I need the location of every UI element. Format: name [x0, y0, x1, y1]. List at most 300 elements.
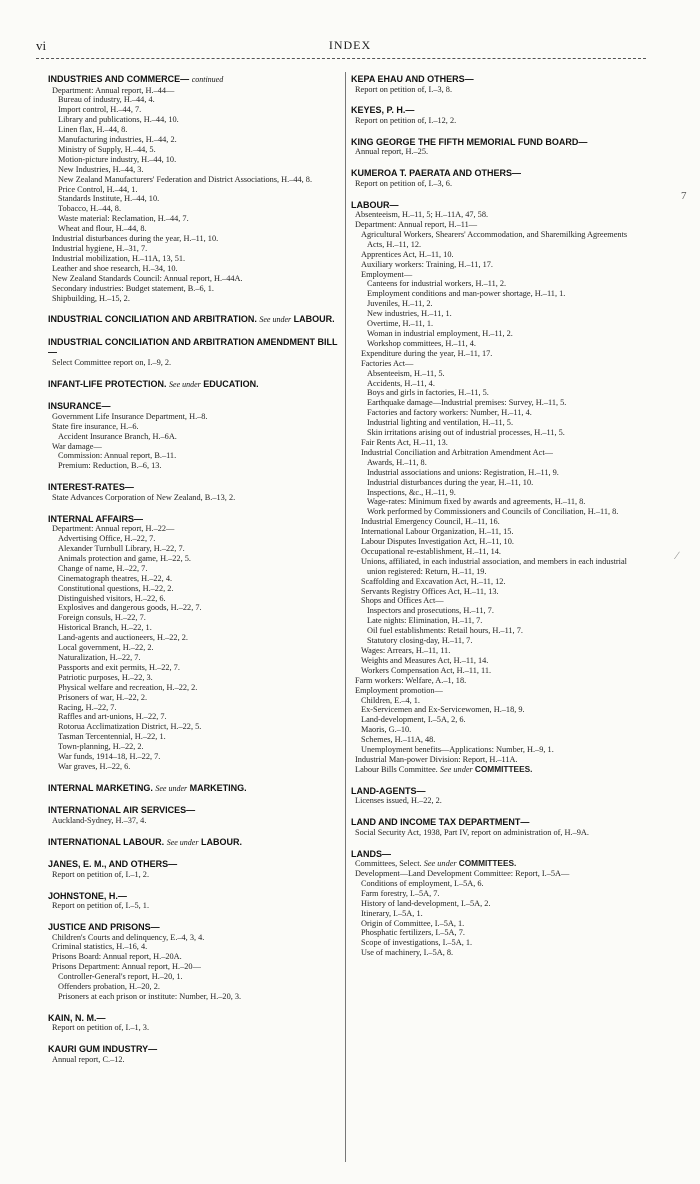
index-entry: [351, 147, 642, 157]
entry-text: Change of name, H.–22, 7.: [58, 563, 148, 573]
see-reference: See under: [259, 315, 292, 325]
index-section: [48, 805, 343, 825]
index-section: [48, 401, 343, 471]
index-heading: [351, 817, 642, 828]
entry-text: Alexander Turnbull Library, H.–22, 7.: [58, 544, 185, 553]
entry-text: Accidents, H.–11, 4.: [367, 378, 435, 388]
entry-text: Price Control, H.–44, 1.: [58, 184, 138, 194]
index-entry: [48, 972, 343, 982]
entry-text: Explosives and dangerous goods, H.–22, 7.: [58, 603, 202, 613]
entry-text: Factories and factory workers: Number, H.–11, 4.: [367, 408, 532, 418]
running-head: INDEX: [328, 38, 372, 52]
entry-text: Industrial lighting and ventilation, H.–11, 5.: [367, 418, 514, 428]
index-heading: [48, 379, 343, 391]
entry-text: Animals protection and game, H.–22, 5.: [58, 553, 191, 563]
index-section: [351, 137, 642, 157]
entry-text: Unemployment benefits—Applications: Number, H.–9, 1.: [361, 745, 554, 755]
index-entry: [48, 264, 343, 274]
heading-text: KAURI GUM INDUSTRY—: [48, 1044, 158, 1055]
entry-text: State fire insurance, H.–6.: [52, 421, 139, 431]
entry-text: Skin irritations arising out of industrial processes, H.–11, 5.: [367, 428, 565, 438]
index-section: [351, 74, 642, 94]
index-entry: [48, 451, 343, 461]
entry-text: Rotorua Acclimatization District, H.–22, 5.: [58, 722, 202, 732]
entry-text: Historical Branch, H.–22, 1.: [58, 623, 152, 633]
entry-text: Report on petition of, I.–12, 2.: [355, 115, 457, 125]
index-entry: [48, 663, 343, 673]
index-heading: [48, 1013, 343, 1024]
index-entry: [48, 95, 343, 105]
index-entry: [351, 279, 642, 289]
index-heading: [351, 786, 642, 797]
index-entry: [351, 468, 642, 478]
index-entry: [351, 349, 642, 359]
left-index-column: [48, 74, 343, 1065]
entry-text: Auckland-Sydney, H.–37, 4.: [52, 815, 147, 825]
index-heading: [48, 482, 343, 493]
entry-text: Commission: Annual report, B.–11.: [58, 451, 177, 461]
index-entry: [48, 254, 343, 264]
index-entry: [48, 204, 343, 214]
index-entry: [351, 458, 642, 468]
index-heading: [48, 1044, 343, 1055]
index-entry: [48, 534, 343, 544]
index-entry: [351, 85, 642, 95]
index-heading: [48, 922, 343, 933]
entry-text: Patriotic purposes, H.–22, 3.: [58, 672, 153, 682]
index-entry: [351, 919, 642, 929]
entry-text: Department: Annual report, H.–44—: [52, 85, 175, 95]
index-entry: [351, 636, 642, 646]
heading-text: INTERNATIONAL LABOUR.: [48, 836, 165, 847]
entry-text: Schemes, H.–11A, 48.: [361, 735, 436, 745]
entry-text: Inspections, &c., H.–11, 9.: [367, 487, 456, 497]
index-entry: [351, 765, 642, 775]
entry-text: Employment—: [361, 269, 413, 279]
index-entry: [48, 1023, 343, 1033]
index-entry: [351, 116, 642, 126]
index-entry: [351, 928, 642, 938]
index-entry: [351, 735, 642, 745]
cross-reference-target: COMMITTEES.: [474, 763, 533, 774]
heading-text: KUMEROA T. PAERATA AND OTHERS—: [351, 168, 521, 179]
entry-text: Development—Land Development Committee: Report, I.–5A—: [355, 869, 570, 878]
index-heading: [48, 74, 343, 86]
entry-text: Juveniles, H.–11, 2.: [367, 299, 433, 309]
entry-text: Raffles and art-unions, H.–22, 7.: [58, 712, 167, 722]
index-section: [351, 849, 642, 959]
index-heading: [48, 314, 343, 326]
index-entry: [48, 125, 343, 135]
entry-text: Industrial Man-power Division: Report, H.–11A.: [355, 754, 518, 764]
index-entry: [48, 673, 343, 683]
entry-text: Itinerary, I.–5A, 1.: [361, 908, 423, 918]
index-entry: [48, 633, 343, 643]
index-entry: [351, 596, 642, 606]
index-entry: [48, 1055, 343, 1065]
index-entry: [48, 962, 343, 972]
entry-text: Workers Compensation Act, H.–11, 11.: [361, 665, 492, 675]
entry-text: Boys and girls in factories, H.–11, 5.: [367, 388, 489, 398]
index-entry: [48, 762, 343, 772]
index-entry: [48, 412, 343, 422]
index-heading: [48, 783, 343, 795]
entry-text: Conditions of employment, I.–5A, 6.: [361, 878, 484, 888]
index-entry: [48, 752, 343, 762]
entry-text: Wheat and flour, H.–44, 8.: [58, 224, 147, 234]
index-entry: [351, 656, 642, 666]
entry-text: Use of machinery, I.–5A, 8.: [361, 948, 454, 958]
index-section: [48, 379, 343, 391]
index-entry: [48, 816, 343, 826]
entry-text: War damage—: [52, 441, 102, 451]
index-section: [351, 817, 642, 837]
entry-text: Industrial hygiene, H.–31, 7.: [52, 244, 148, 253]
entry-text: Industrial Conciliation and Arbitration Amendment Act—: [361, 447, 553, 457]
index-entry: [48, 244, 343, 254]
entry-text: Social Security Act, 1938, Part IV, report on administration of, H.–9A.: [355, 827, 589, 837]
index-entry: [351, 606, 642, 616]
index-entry: [48, 693, 343, 703]
index-entry: [351, 210, 642, 220]
see-reference: See under: [439, 764, 473, 774]
index-entry: [48, 115, 343, 125]
header-rule: [36, 58, 646, 59]
entry-text: Employment conditions and man-power shortage, H.–11, 1.: [367, 289, 566, 299]
index-entry: [48, 901, 343, 911]
entry-text: Industrial disturbances during the year, H.–11, 10.: [52, 234, 219, 244]
index-entry: [351, 725, 642, 735]
index-section: [48, 891, 343, 911]
index-entry: [351, 418, 642, 428]
index-entry: [48, 722, 343, 732]
index-entry: [48, 185, 343, 195]
index-entry: [351, 715, 642, 725]
entry-text: Absenteeism, H.–11, 5.: [367, 368, 445, 378]
cross-reference-target: EDUCATION.: [203, 378, 259, 389]
index-section: [48, 783, 343, 795]
entry-text: Work performed by Commissioners and Councils of Conciliation, H.–11, 8.: [367, 507, 619, 517]
index-entry: [351, 438, 642, 448]
entry-text: Secondary industries: Budget statement, B.–6, 1.: [52, 283, 214, 293]
entry-text: Labour Bills Committee.: [355, 764, 438, 774]
index-entry: [351, 547, 642, 557]
index-entry: [351, 527, 642, 537]
entry-text: Select Committee report on, I.–9, 2.: [52, 357, 172, 367]
index-entry: [48, 135, 343, 145]
index-entry: [48, 703, 343, 713]
index-section: [351, 200, 642, 775]
index-entry: [48, 933, 343, 943]
entry-text: Industrial Emergency Council, H.–11, 16.: [361, 517, 500, 527]
index-entry: [48, 461, 343, 471]
see-reference: continued: [191, 75, 224, 84]
index-entry: [351, 745, 642, 755]
cross-reference-target: COMMITTEES.: [458, 858, 517, 869]
margin-mark: 7: [681, 190, 687, 202]
index-entry: [48, 493, 343, 503]
entry-text: Expenditure during the year, H.–11, 17.: [361, 348, 493, 358]
index-entry: [48, 294, 343, 304]
index-entry: [351, 270, 642, 280]
index-entry: [48, 554, 343, 564]
entry-text: Naturalization, H.–22, 7.: [58, 652, 141, 662]
index-entry: [48, 224, 343, 234]
entry-text: Children, E.–4, 1.: [361, 695, 420, 705]
cross-reference-target: MARKETING.: [189, 782, 247, 793]
entry-text: Children's Courts and delinquency, E.–4, 3, 4.: [52, 932, 205, 942]
entry-text: New industries, H.–11, 1.: [367, 309, 452, 319]
entry-text: Prisoners of war, H.–22, 2.: [58, 692, 148, 702]
index-entry: [351, 626, 642, 636]
entry-text: Wages: Arrears, H.–11, 11.: [361, 646, 451, 655]
index-entry: [48, 594, 343, 604]
entry-text: Servants Registry Offices Act, H.–11, 13.: [361, 586, 499, 596]
index-entry: [351, 488, 642, 498]
entry-text: Passports and exit permits, H.–22, 7.: [58, 662, 180, 672]
entry-text: Linen flax, H.–44, 8.: [58, 125, 128, 135]
entry-text: Workshop committees, H.–11, 4.: [367, 338, 476, 348]
index-entry: [48, 870, 343, 880]
index-heading: [351, 168, 642, 179]
index-entry: [351, 948, 642, 958]
entry-text: Report on petition of, I.–3, 6.: [355, 178, 453, 188]
index-entry: [351, 517, 642, 527]
index-section: [48, 337, 343, 368]
index-entry: [351, 220, 642, 230]
entry-text: Physical welfare and recreation, H.–22, 2.: [58, 682, 198, 692]
see-reference: See under: [155, 783, 188, 793]
heading-text: INTEREST-RATES—: [48, 482, 134, 493]
entry-text: Industrial mobilization, H.–11A, 13, 51.: [52, 253, 186, 263]
entry-text: Licenses issued, H.–22, 2.: [355, 796, 442, 806]
entry-text: Standards Institute, H.–44, 10.: [58, 194, 160, 204]
index-section: [351, 168, 642, 188]
entry-text: Manufacturing industries, H.–44, 2.: [58, 135, 177, 145]
index-entry: [351, 507, 642, 517]
index-entry: [48, 603, 343, 613]
entry-text: Tasman Tercentennial, H.–22, 1.: [58, 732, 166, 742]
index-entry: [48, 175, 343, 185]
index-entry: [48, 422, 343, 432]
entry-text: Late nights: Elimination, H.–11, 7.: [367, 616, 483, 626]
entry-text: New Zealand Standards Council: Annual report, H.–44A.: [52, 273, 243, 283]
index-entry: [351, 309, 642, 319]
heading-text: KING GEORGE THE FIFTH MEMORIAL FUND BOARD—: [351, 136, 588, 147]
entry-text: Fair Rents Act, H.–11, 13.: [361, 437, 448, 447]
entry-text: Ministry of Supply, H.–44, 5.: [58, 144, 156, 154]
index-section: [48, 1013, 343, 1033]
index-entry: [351, 616, 642, 626]
index-heading: [48, 337, 343, 358]
heading-text: LABOUR—: [351, 199, 399, 210]
heading-text: LAND-AGENTS—: [351, 785, 426, 796]
index-entry: [351, 289, 642, 299]
index-entry: [351, 828, 642, 838]
entry-text: History of land-development, I.–5A, 2.: [361, 898, 491, 908]
index-entry: [48, 952, 343, 962]
index-entry: [351, 909, 642, 919]
index-entry: [48, 194, 343, 204]
heading-text: LANDS—: [351, 848, 391, 859]
index-entry: [48, 432, 343, 442]
entry-text: Department: Annual report, H.–22—: [52, 524, 175, 534]
entry-text: Labour Disputes Investigation Act, H.–11, 10.: [361, 537, 514, 547]
entry-text: War funds, 1914–18, H.–22, 7.: [58, 752, 161, 762]
entry-text: Report on petition of, I.–5, 1.: [52, 901, 150, 911]
entry-text: Government Life Insurance Department, H.–8.: [52, 411, 208, 421]
index-heading: [48, 514, 343, 525]
index-entry: [351, 587, 642, 597]
entry-text: Department: Annual report, H.–11—: [355, 220, 478, 230]
index-entry: [351, 696, 642, 706]
index-entry: [48, 234, 343, 244]
entry-text: Racing, H.–22, 7.: [58, 702, 117, 712]
index-entry: [351, 319, 642, 329]
cross-reference-target: LABOUR.: [200, 836, 242, 847]
entry-text: Cinematograph theatres, H.–22, 4.: [58, 573, 173, 583]
index-entry: [351, 899, 642, 909]
index-entry: [351, 369, 642, 379]
index-entry: [351, 646, 642, 656]
index-entry: [351, 676, 642, 686]
entry-text: Scaffolding and Excavation Act, H.–11, 12.: [361, 576, 506, 586]
entry-text: Land-development, I.–5A, 2, 6.: [361, 715, 466, 725]
entry-text: Local government, H.–22, 2.: [58, 643, 154, 653]
entry-text: Awards, H.–11, 8.: [367, 457, 427, 467]
entry-text: Phosphatic fertilizers, I.–5A, 7.: [361, 928, 465, 938]
index-entry: [48, 982, 343, 992]
entry-text: Tobacco, H.–44, 8.: [58, 204, 122, 214]
entry-text: State Advances Corporation of New Zealand, B.–13, 2.: [52, 492, 236, 502]
index-entry: [48, 155, 343, 165]
index-entry: [48, 544, 343, 554]
index-heading: [351, 200, 642, 211]
index-entry: [351, 230, 642, 250]
index-entry: [351, 448, 642, 458]
entry-text: Annual report, H.–25.: [355, 147, 429, 157]
entry-text: Maoris, G.–10.: [361, 725, 412, 735]
index-entry: [351, 879, 642, 889]
entry-text: Woman in industrial employment, H.–11, 2.: [367, 329, 513, 338]
entry-text: Bureau of industry, H.–44, 4.: [58, 95, 155, 105]
index-heading: [48, 859, 343, 870]
entry-text: Offenders probation, H.–20, 2.: [58, 982, 160, 992]
entry-text: Shipbuilding, H.–15, 2.: [52, 293, 130, 303]
index-entry: [351, 388, 642, 398]
entry-text: Employment promotion—: [355, 685, 443, 695]
index-section: [48, 482, 343, 502]
index-entry: [48, 683, 343, 693]
heading-text: INDUSTRIAL CONCILIATION AND ARBITRATION AMENDMENT BILL—: [48, 336, 338, 358]
entry-text: Industrial associations and unions: Registration, H.–11, 9.: [367, 467, 559, 477]
heading-text: JANES, E. M., AND OTHERS—: [48, 859, 178, 870]
index-section: [351, 105, 642, 125]
heading-text: KEYES, P. H.—: [351, 105, 415, 116]
heading-text: INTERNAL MARKETING.: [48, 782, 153, 793]
heading-text: INTERNATIONAL AIR SERVICES—: [48, 805, 196, 816]
heading-text: INTERNAL AFFAIRS—: [48, 513, 144, 524]
entry-text: Farm workers: Welfare, A.–1, 18.: [355, 675, 467, 685]
column-divider: [345, 72, 346, 1162]
cross-reference-target: LABOUR.: [293, 314, 335, 325]
entry-text: Canteens for industrial workers, H.–11, 2.: [367, 279, 507, 289]
entry-text: Auxiliary workers: Training, H.–11, 17.: [361, 259, 493, 269]
entry-text: Absenteeism, H.–11, 5; H.–11A, 47, 58.: [355, 210, 489, 220]
index-heading: [48, 401, 343, 412]
index-entry: [351, 339, 642, 349]
entry-text: Leather and shoe research, H.–34, 10.: [52, 263, 178, 273]
index-section: [48, 1044, 343, 1064]
entry-text: Accident Insurance Branch, H.–6A.: [58, 431, 177, 441]
see-reference: See under: [169, 379, 201, 389]
entry-text: Scope of investigations, I.–5A, 1.: [361, 938, 473, 948]
entry-text: Constitutional questions, H.–22, 2.: [58, 583, 174, 593]
index-entry: [351, 869, 642, 879]
index-heading: [351, 137, 642, 148]
heading-text: JOHNSTONE, H.—: [48, 890, 127, 901]
right-index-column: [351, 74, 642, 958]
entry-text: Report on petition of, I.–1, 2.: [52, 869, 150, 879]
entry-text: Committees, Select.: [355, 859, 422, 869]
entry-text: Import control, H.–44, 7.: [58, 105, 142, 115]
index-entry: [48, 564, 343, 574]
entry-text: International Labour Organization, H.–11, 15.: [361, 527, 514, 537]
index-entry: [48, 214, 343, 224]
index-entry: [351, 705, 642, 715]
heading-text: INFANT-LIFE PROTECTION.: [48, 378, 167, 389]
entry-text: Oil fuel establishments: Retail hours, H.–11, 7.: [367, 626, 523, 636]
index-entry: [351, 179, 642, 189]
entry-text: Distinguished visitors, H.–22, 6.: [58, 593, 166, 603]
index-entry: [351, 889, 642, 899]
index-entry: [351, 796, 642, 806]
index-entry: [48, 105, 343, 115]
index-entry: [351, 329, 642, 339]
heading-text: JUSTICE AND PRISONS—: [48, 922, 160, 933]
index-entry: [48, 358, 343, 368]
entry-text: New Zealand Manufacturers' Federation and District Associations, H.–44, 8.: [58, 174, 313, 184]
page-number: vi: [36, 38, 47, 53]
index-entry: [48, 145, 343, 155]
index-entry: [48, 165, 343, 175]
index-entry: [48, 274, 343, 284]
index-entry: [351, 938, 642, 948]
entry-text: Foreign consuls, H.–22, 7.: [58, 613, 146, 623]
index-entry: [351, 428, 642, 438]
entry-text: Inspectors and prosecutions, H.–11, 7.: [367, 606, 494, 616]
entry-text: Prisons Department: Annual report, H.–20—: [52, 962, 201, 972]
entry-text: Industrial disturbances during the year, H.–11, 10.: [367, 477, 534, 487]
heading-text: LAND AND INCOME TAX DEPARTMENT—: [351, 817, 530, 828]
index-entry: [351, 478, 642, 488]
index-entry: [48, 613, 343, 623]
entry-text: Earthquake damage—Industrial premises: Survey, H.–11, 5.: [367, 398, 567, 408]
index-entry: [351, 299, 642, 309]
index-entry: [351, 398, 642, 408]
entry-text: Town-planning, H.–22, 2.: [58, 742, 144, 752]
see-reference: See under: [423, 859, 457, 869]
entry-text: Library and publications, H.–44, 10.: [58, 115, 179, 125]
entry-text: Motion-picture industry, H.–44, 10.: [58, 154, 177, 164]
entry-text: New Industries, H.–44, 3.: [58, 164, 144, 174]
entry-text: Annual report, C.–12.: [52, 1054, 125, 1064]
index-entry: [351, 666, 642, 676]
index-entry: [48, 942, 343, 952]
index-entry: [351, 577, 642, 587]
entry-text: Report on petition of, I.–1, 3.: [52, 1023, 150, 1033]
entry-text: Unions, affiliated, in each industrial association, and members in each industrial union registered: Return, H.–11, 19.: [361, 556, 627, 576]
